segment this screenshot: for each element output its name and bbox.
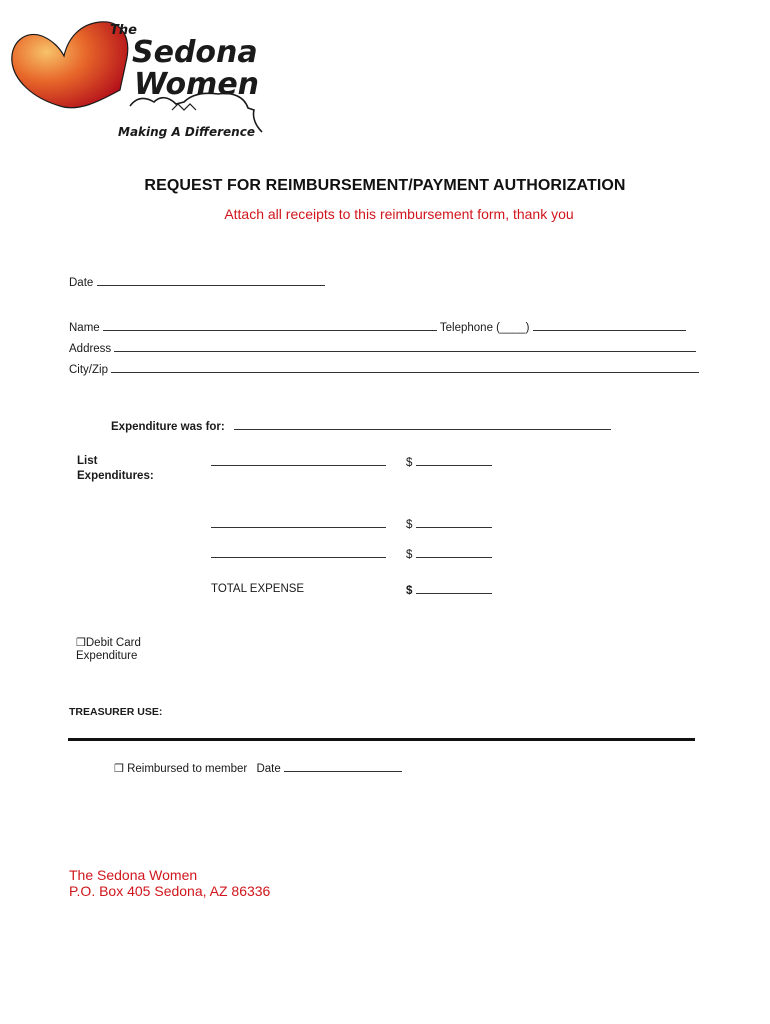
address-label: Address: [69, 343, 112, 355]
form-title: REQUEST FOR REIMBURSEMENT/PAYMENT AUTHORIZATION: [144, 177, 626, 194]
expenditure-row: [111, 419, 611, 433]
dollar-sign: $: [406, 457, 413, 469]
cityzip-row: [69, 362, 699, 376]
expenditure-amount-row-2: [406, 517, 492, 531]
total-amount-field[interactable]: [416, 583, 492, 594]
logo-women: Women: [134, 67, 260, 102]
dollar-sign: $: [406, 519, 413, 531]
expenditure-row-3: [211, 547, 386, 561]
debit-card-checkbox-icon[interactable]: ❒: [76, 637, 86, 649]
cityzip-label: City/Zip: [69, 364, 108, 376]
footer-address: P.O. Box 405 Sedona, AZ 86336: [69, 883, 271, 899]
telephone-field[interactable]: [533, 320, 686, 331]
form-subtitle: Attach all receipts to this reimbursement form, thank you: [224, 206, 574, 222]
expenditure-row-2: [211, 517, 386, 531]
address-field[interactable]: [114, 341, 696, 352]
expenditure-desc-3[interactable]: [211, 547, 386, 558]
expenditure-desc-1[interactable]: [211, 455, 386, 466]
debit-card-row: [76, 636, 141, 649]
logo-tagline: Making A Difference: [118, 125, 255, 139]
logo-the: The: [110, 23, 137, 38]
reimbursed-date-label: Date: [256, 763, 281, 775]
list-label-line1: List: [77, 455, 98, 467]
expenditure-amount-2[interactable]: [416, 517, 492, 528]
expenditure-row-1: [211, 455, 386, 469]
name-row: [69, 320, 686, 334]
logo: [8, 18, 270, 146]
cityzip-field[interactable]: [111, 362, 699, 373]
expenditure-desc-2[interactable]: [211, 517, 386, 528]
reimbursed-row: [114, 761, 402, 775]
expenditure-amount-row-3: [406, 547, 492, 561]
treasurer-divider: [68, 738, 695, 741]
total-label: TOTAL EXPENSE: [211, 583, 305, 595]
logo-sedona: Sedona: [132, 35, 258, 70]
debit-card-label-line2: Expenditure: [76, 650, 138, 662]
expenditure-amount-row-1: [406, 455, 492, 469]
list-label-line2: Expenditures:: [77, 470, 154, 482]
treasurer-use-label: TREASURER USE:: [69, 706, 163, 718]
expenditure-field[interactable]: [234, 419, 611, 430]
expenditure-amount-1[interactable]: [416, 455, 492, 466]
address-row: [69, 341, 696, 355]
dollar-sign: $: [406, 549, 413, 561]
debit-card-label: Debit Card: [85, 637, 141, 649]
name-field[interactable]: [103, 320, 437, 331]
telephone-label: Telephone (____): [439, 322, 530, 334]
expenditure-amount-3[interactable]: [416, 547, 492, 558]
date-row: [69, 275, 325, 289]
reimbursed-checkbox-icon[interactable]: ❒: [114, 763, 124, 775]
date-field[interactable]: [97, 275, 325, 286]
date-label: Date: [69, 277, 94, 289]
expenditure-label: Expenditure was for:: [111, 421, 225, 433]
dollar-sign: $: [406, 585, 413, 597]
footer-org: The Sedona Women: [69, 867, 198, 883]
heart-logo-icon: [8, 18, 270, 146]
name-label: Name: [69, 322, 100, 334]
reimbursed-label: Reimbursed to member: [127, 763, 248, 775]
reimbursed-date-field[interactable]: [284, 761, 402, 772]
total-amount-row: [406, 583, 492, 597]
